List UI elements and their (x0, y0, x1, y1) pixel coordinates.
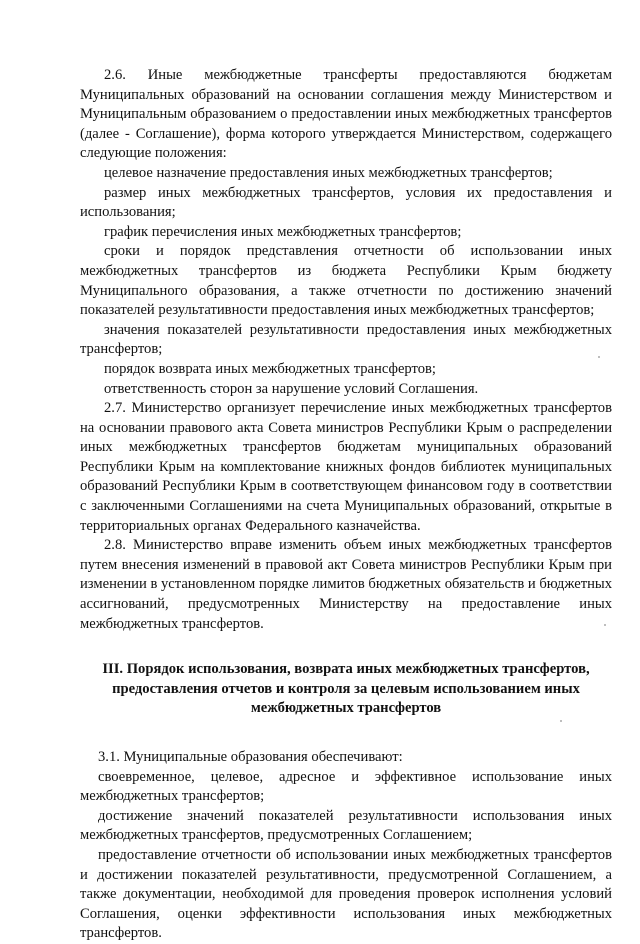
paragraph-2-7: 2.7. Министерство организует перечисление иных межбюджетных трансфертов на основании правового акта Совета министров Республики Крым о распределении иных межбюджетных трансфертов бюджетам муниципальных образований Республики Крым на комплектование книжных фондов библиотек муниципальных образований Республики Крым в соответствующем финансовом году в соответствии с заключенными Соглашениями на счета Муниципальных образований, открытые в территориальных органах Федерального казначейства. (80, 400, 612, 534)
scan-speck (598, 356, 600, 358)
list-item-return: порядок возврата иных межбюджетных трансфертов; (104, 360, 436, 377)
paragraph-3-1: 3.1. Муниципальные образования обеспечивают: (98, 749, 403, 765)
list-item-purpose: целевое назначение предоставления иных межбюджетных трансфертов; (104, 164, 553, 181)
list-item-responsibility: ответственность сторон за нарушение условий Соглашения. (104, 380, 479, 397)
scan-speck (604, 624, 606, 626)
list-item-reporting: сроки и порядок представления отчетности об использовании иных межбюджетных трансфертов из бюджета Республики Крым бюджету Муниципального образования, а также отчетности по достижению значений показателей результативности предоставления иных межбюджетных трансфертов; (80, 243, 612, 319)
document-body (80, 66, 612, 944)
paragraph-2-6: 2.6. Иные межбюджетные трансферты предоставляются бюджетам Муниципальных образований на основании соглашения между Министерством и Муниципальным образованием о предоставлении иных межбюджетных трансфертов (далее - Соглашение), форма которого утверждается Министерством, содержащего следующие положения: (80, 67, 612, 162)
list-item-indicators: значения показателей результативности предоставления иных межбюджетных трансфертов; (80, 321, 612, 358)
list-item-schedule: график перечисления иных межбюджетных трансфертов; (104, 223, 462, 240)
list-item-amount: размер иных межбюджетных трансфертов, условия их предоставления и использования; (80, 184, 612, 221)
paragraph-2-8: 2.8. Министерство вправе изменить объем иных межбюджетных трансфертов путем внесения изменений в правовой акт Совета министров Республики Крым при изменении в установленном порядке лимитов бюджетных обязательств и бюджетных ассигнований, предусмотренных Министерству на предоставление иных межбюджетных трансфертов. (80, 537, 613, 632)
list-item-reporting-provision: предоставление отчетности об использовании иных межбюджетных трансфертов и достижении показателей результативности, предусмотренной Соглашением, а также документации, необходимой для проведения проверок исполнения условий Соглашения, оценки эффективности использования иных межбюджетных трансфертов. (80, 846, 612, 942)
scan-speck (560, 720, 562, 722)
list-item-usage: своевременное, целевое, адресное и эффективное использование иных межбюджетных трансфертов; (80, 768, 612, 805)
section-3-heading: III. Порядок использования, возврата иных межбюджетных трансфертов, предоставления отчетов и контроля за целевым использованием иных межбюджетных трансфертов (102, 661, 590, 717)
list-item-achievement: достижение значений показателей результативности использования иных межбюджетных трансфертов, предусмотренных Соглашением; (80, 807, 612, 844)
